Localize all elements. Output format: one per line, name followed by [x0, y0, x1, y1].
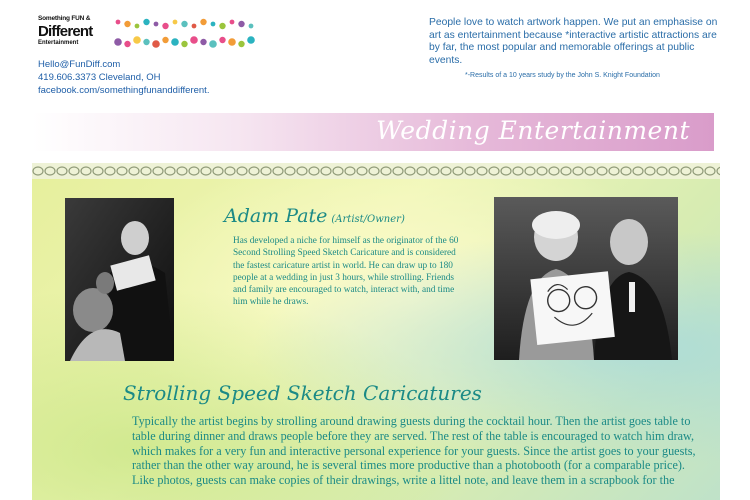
logo-dot: [200, 19, 206, 25]
contact-info: [38, 58, 209, 97]
section-body: Typically the artist begins by strolling around drawing guests during the cocktail hour. Then the artist goes table to table during dinner and draws people before they are served. The rest of the table is encouraged to watch him draw, which makes for a very fun and interactive personal experience for your guests. Since the artist goes to your guests, rather than the other way around, he is several times more productive than a photobooth (for a comparable price). Like photos, guests can make copies of their drawings, write a littel note, and leave them in a scrapbook for the: [132, 414, 696, 488]
logo-dot: [219, 23, 225, 29]
logo-dot: [152, 40, 160, 48]
artist-name-text: Adam Pate: [224, 205, 328, 227]
section-banner: [32, 113, 714, 151]
logo-dot: [238, 41, 244, 47]
logo-dot: [116, 20, 121, 25]
logo-line-3: Entertainment: [38, 39, 79, 46]
logo-dot: [143, 19, 149, 25]
artist-bio: Has developed a niche for himself as the originator of the 60 Second Strolling Speed Sketch Caricature and is considered the fastest caricature artist in world. He can draw up to 180 people at a wedding in just 3 hours, while strolling. Friends and family are encouraged to watch, interact with, and time him while he draws.: [233, 236, 459, 308]
artist-role: (Artist/Owner): [331, 214, 405, 225]
intro-footnote: *-Results of a 10 years study by the John S. Knight Foundation: [465, 72, 660, 79]
logo-dot: [228, 38, 236, 46]
phone-location: 419.606.3373 Cleveland, OH: [38, 72, 161, 83]
artist-name: [224, 205, 405, 227]
logo-line-1: Something FUN &: [38, 15, 91, 22]
logo-dot: [249, 24, 254, 29]
logo-dot: [173, 20, 178, 25]
logo-dot: [190, 36, 198, 44]
logo-dot: [124, 21, 130, 27]
logo-dot: [171, 38, 179, 46]
company-logo[interactable]: [38, 14, 258, 54]
artist-photo: [65, 198, 174, 361]
logo-dot: [143, 39, 149, 45]
logo-dot: [162, 23, 168, 29]
logo-dot: [181, 21, 187, 27]
logo-dot: [181, 41, 187, 47]
logo-dot: [219, 37, 225, 43]
logo-dots-graphic: [112, 14, 262, 50]
content-panel: [32, 163, 720, 500]
facebook-link[interactable]: facebook.com/somethingfunanddifferent.: [38, 85, 210, 96]
logo-wordmark: [38, 16, 110, 46]
logo-dot: [200, 39, 206, 45]
section-heading: Strolling Speed Sketch Caricatures: [123, 381, 482, 405]
logo-dot: [114, 38, 122, 46]
decorative-chain-border: [32, 163, 720, 179]
logo-dot: [238, 21, 244, 27]
logo-dot: [133, 36, 141, 44]
logo-dot: [154, 22, 159, 27]
couple-caricature-photo: [494, 197, 678, 360]
logo-dot: [162, 37, 168, 43]
logo-dot: [211, 22, 216, 27]
logo-line-2: Different: [38, 22, 93, 40]
logo-dot: [192, 24, 197, 29]
logo-dot: [230, 20, 235, 25]
logo-dot: [209, 40, 217, 48]
email-link[interactable]: Hello@FunDiff.com: [38, 59, 121, 70]
logo-dot: [124, 41, 130, 47]
logo-dot: [247, 36, 255, 44]
intro-paragraph: People love to watch artwork happen. We put an emphasise on art as entertainment because *interactive artistic attractions are by far, the most popular and memorable offerings at public events.: [429, 17, 718, 66]
banner-title: Wedding Entertainment: [376, 116, 690, 145]
logo-dot: [135, 24, 140, 29]
